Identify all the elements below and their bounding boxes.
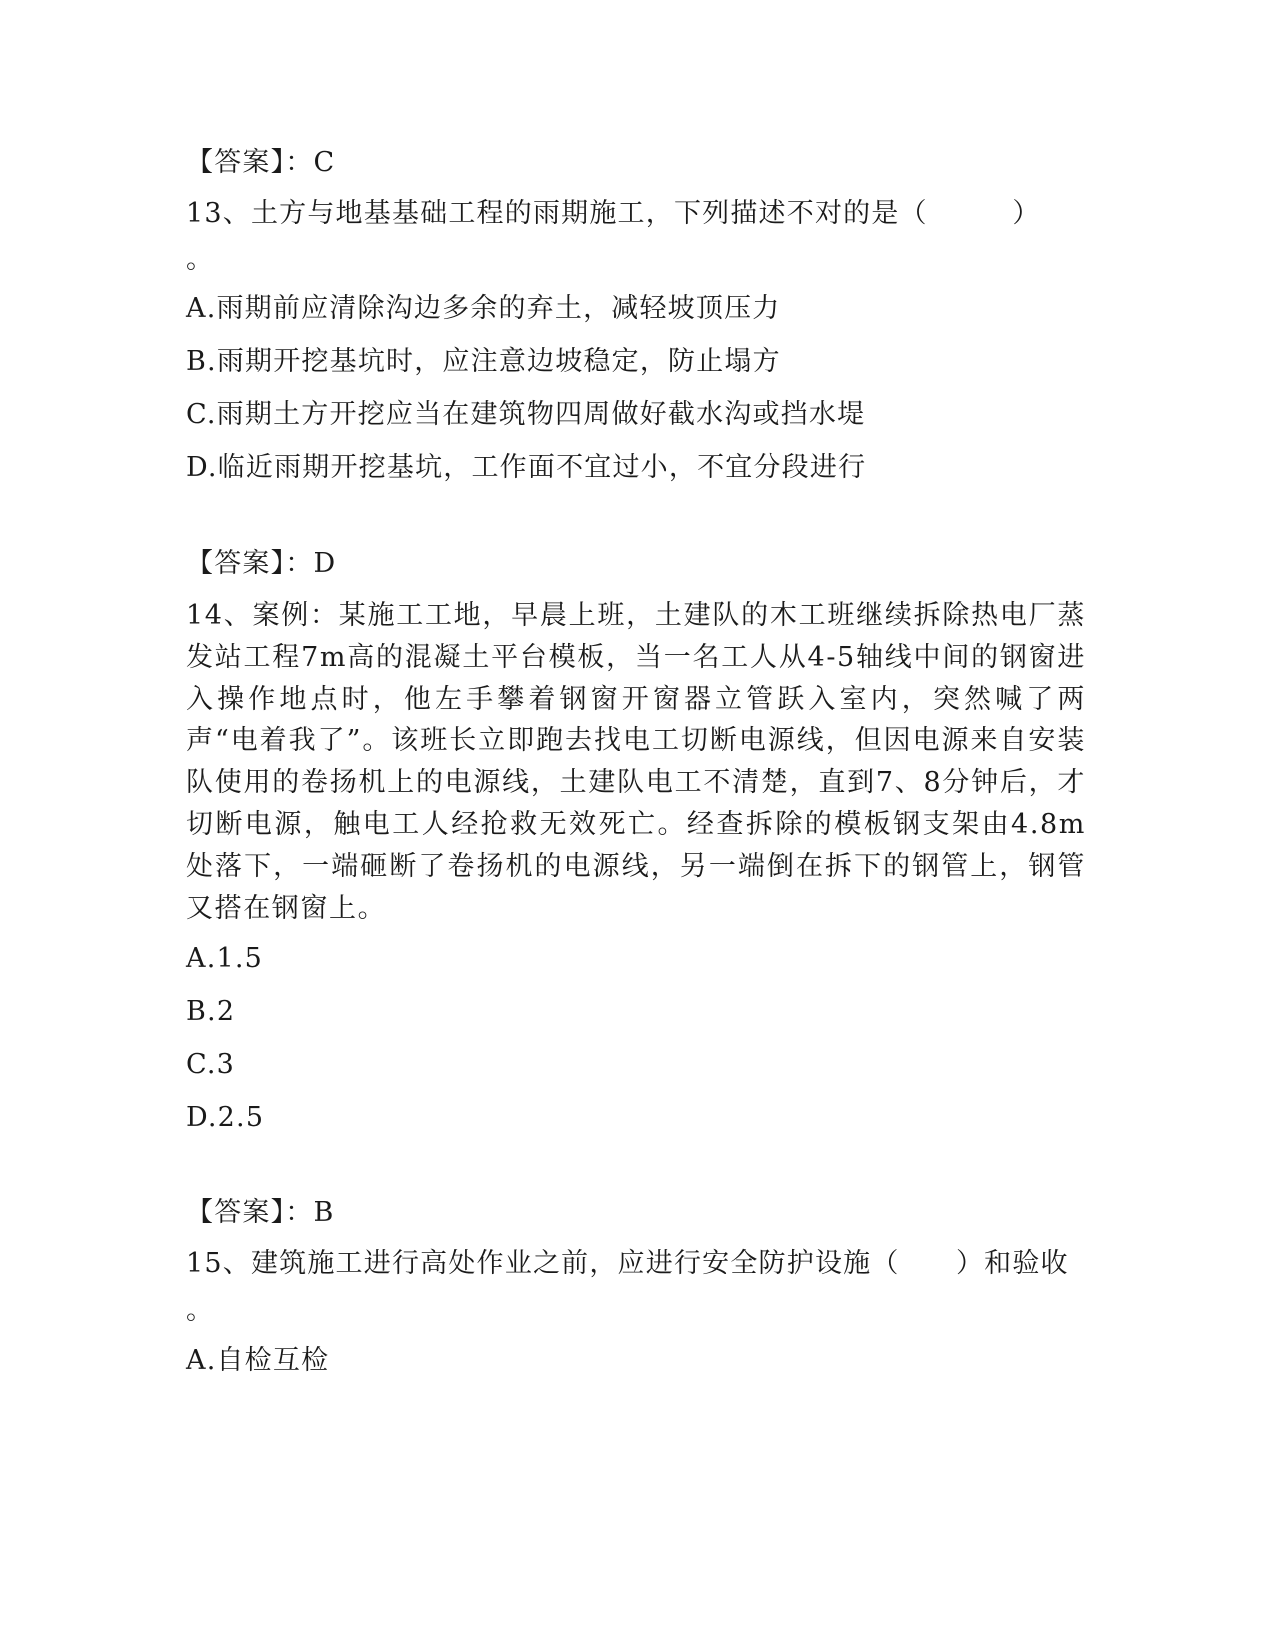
question-14-option-c: C.3: [186, 1049, 236, 1080]
question-13-option-a: A.雨期前应清除沟边多余的弃土，减轻坡顶压力: [186, 293, 781, 324]
answer-q12: 【答案】：C: [186, 147, 336, 178]
question-14-option-d: D.2.5: [186, 1102, 265, 1133]
question-15-stem-continuation: 。: [186, 1295, 215, 1326]
question-13-stem: 13、土方与地基基础工程的雨期施工，下列描述不对的是（ ）: [186, 198, 1041, 229]
question-13-option-d: D.临近雨期开挖基坑，工作面不宜过小，不宜分段进行: [186, 452, 867, 483]
answer-q14: 【答案】：B: [186, 1197, 335, 1228]
question-15-option-a: A.自检互检: [186, 1345, 330, 1376]
question-13-option-c: C.雨期土方开挖应当在建筑物四周做好截水沟或挡水堤: [186, 399, 866, 430]
question-13-stem-continuation: 。: [186, 244, 215, 275]
question-14-stem: 14、案例：某施工工地，早晨上班，土建队的木工班继续拆除热电厂蒸发站工程7m高的混凝土平台模板，当一名工人从4-5轴线中间的钢窗进入操作地点时，他左手攀着钢窗开窗器立管跃入室内，突然喊了两声“电着我了”。该班长立即跑去找电工切断电源线，但因电源来自安装队使用的卷扬机上的电源线，土建队电工不清楚，直到7、8分钟后，才切断电源，触电工人经抢救无效死亡。经查拆除的模板钢支架由4.8m处落下，一端砸断了卷扬机的电源线，另一端倒在拆下的钢管上，钢管又搭在钢窗上。: [186, 600, 1086, 924]
answer-q13: 【答案】：D: [186, 548, 337, 579]
question-14-option-a: A.1.5: [186, 943, 264, 974]
question-15-stem: 15、建筑施工进行高处作业之前，应进行安全防护设施（ ）和验收: [186, 1248, 1069, 1279]
question-14-option-b: B.2: [186, 996, 236, 1027]
question-13-option-b: B.雨期开挖基坑时，应注意边坡稳定，防止塌方: [186, 346, 781, 377]
